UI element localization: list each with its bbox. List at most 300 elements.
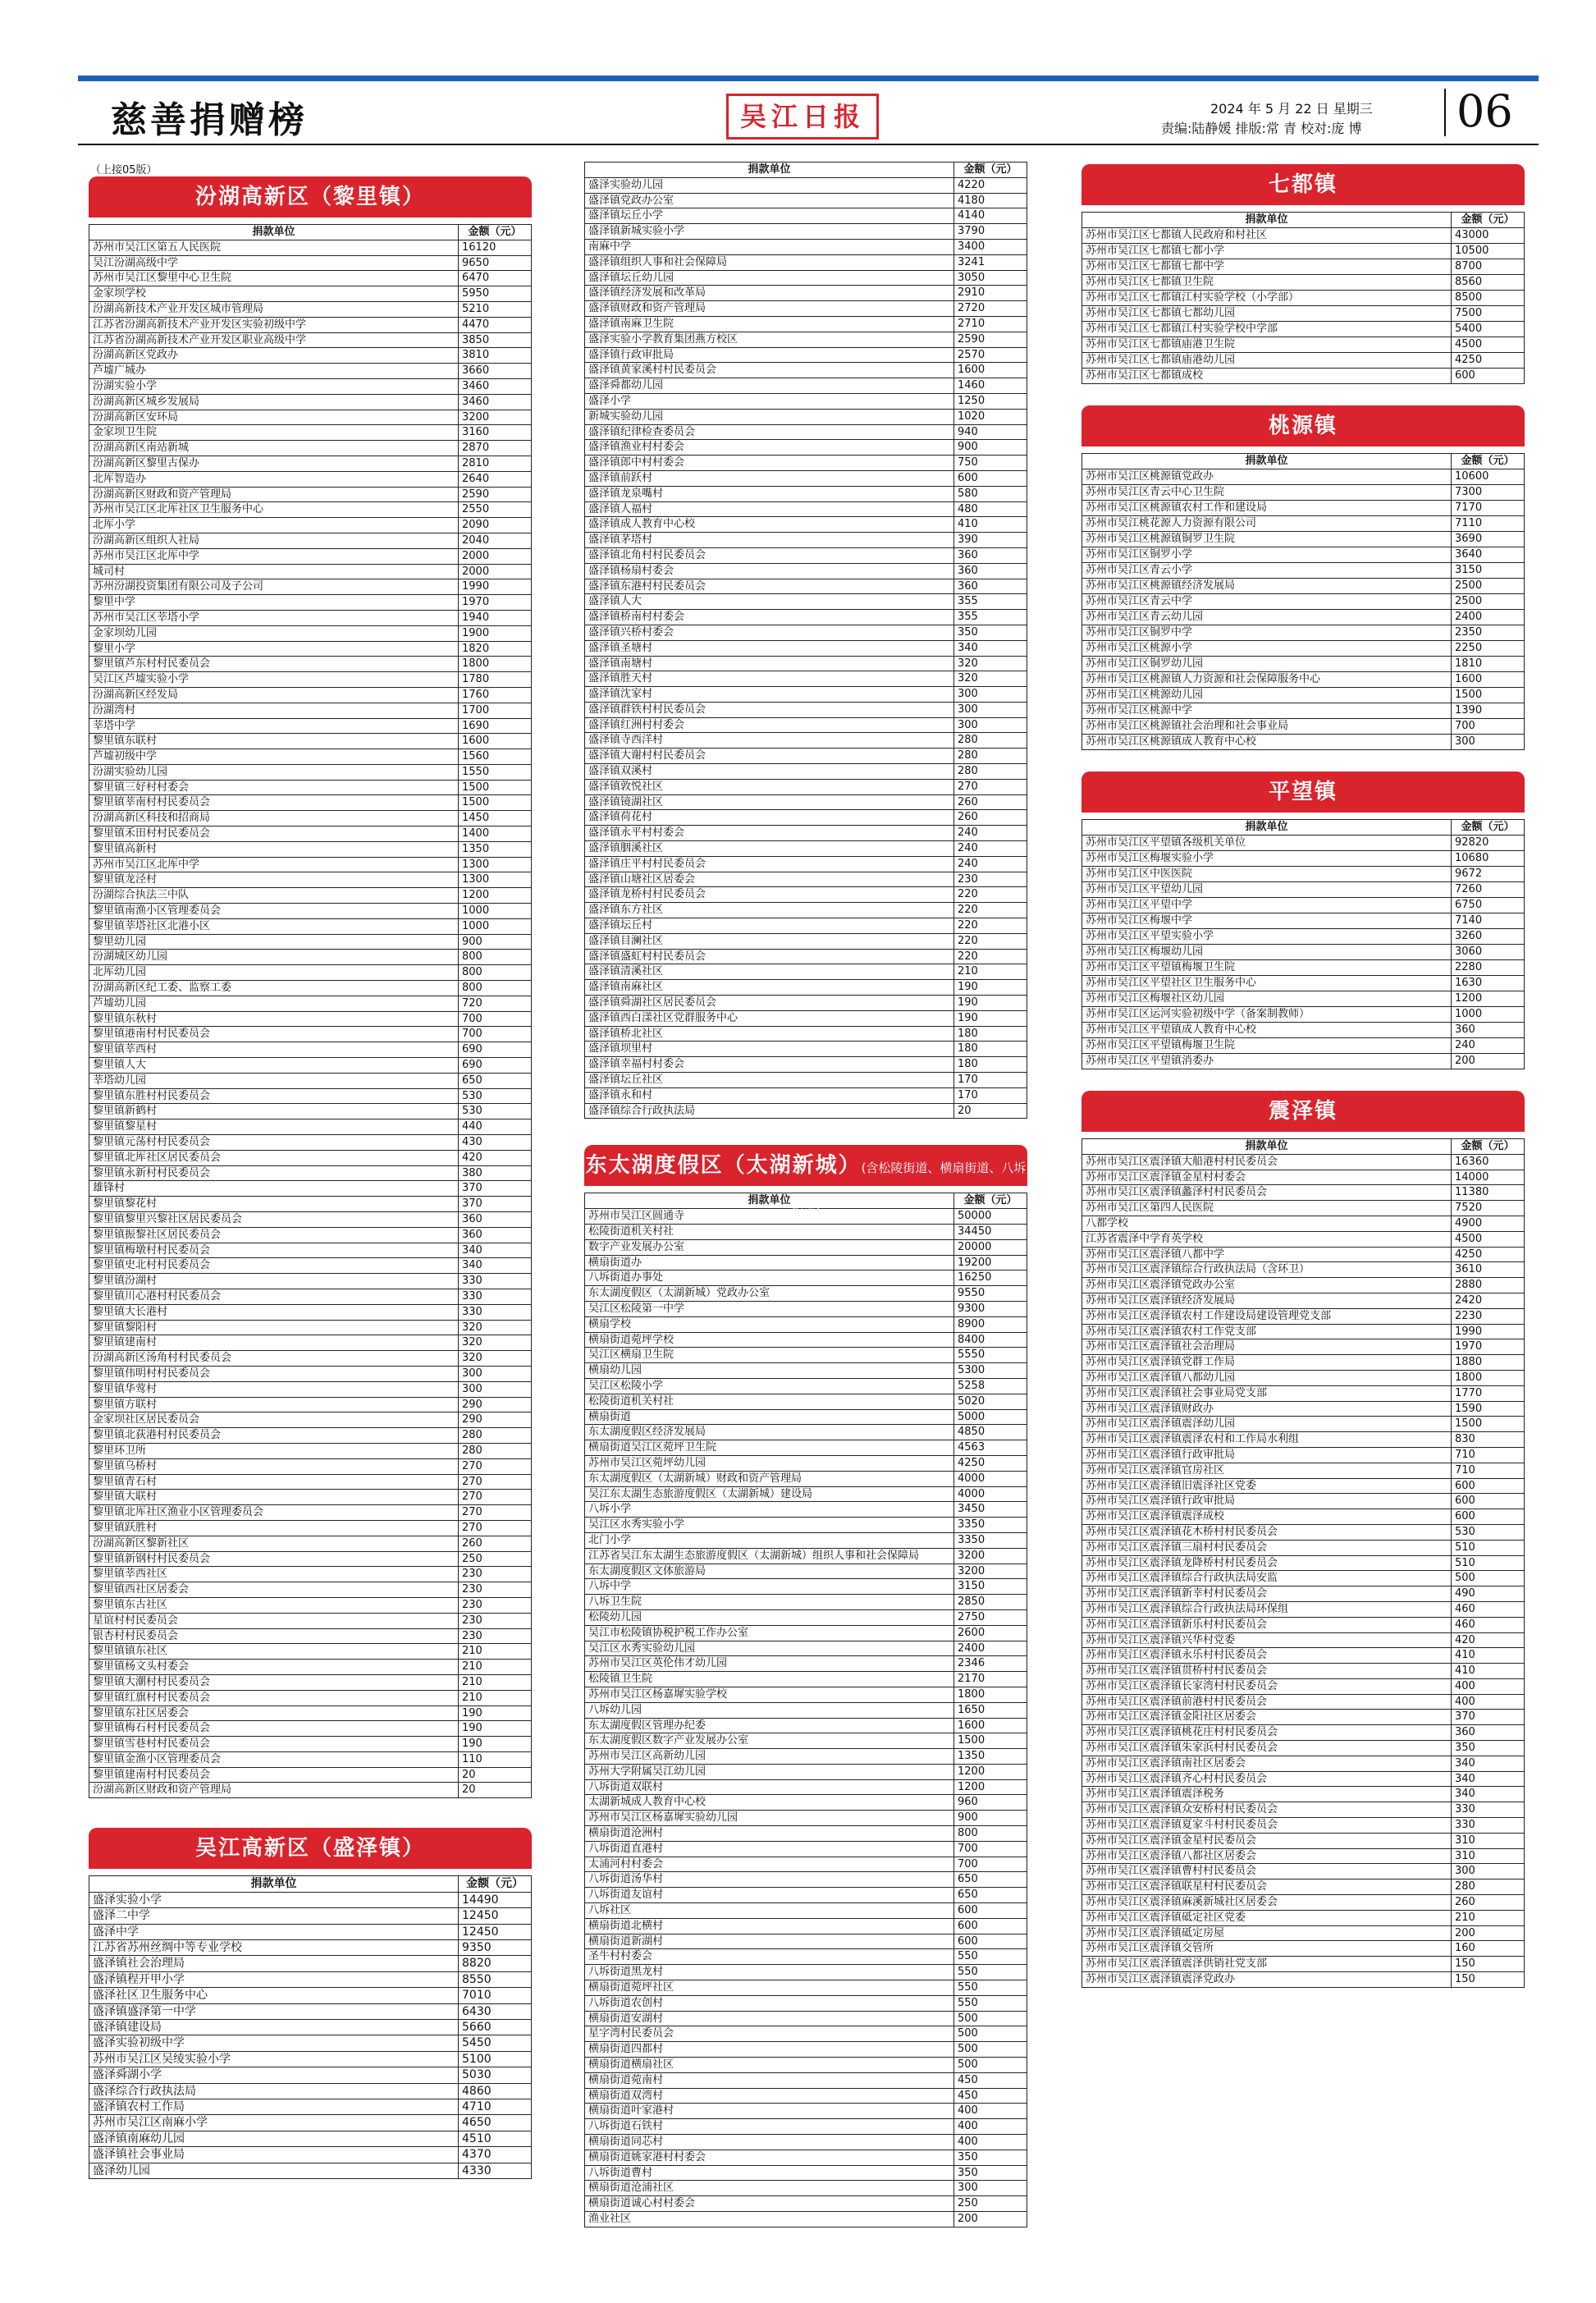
table-row: [1082, 703, 1525, 719]
table-row: [89, 1397, 532, 1412]
donation-amount: 510: [1452, 1555, 1525, 1571]
donor-unit: 苏州市吴江区震泽镇永乐村村民委员会: [1082, 1648, 1452, 1664]
donation-amount: 150: [1452, 1957, 1525, 1972]
table-row: [585, 547, 1027, 563]
table-row: [585, 980, 1027, 996]
table-row: [585, 1718, 1027, 1733]
col-header-unit: 捐款单位: [1082, 454, 1452, 469]
table-row: [585, 1641, 1027, 1656]
donation-amount: 5258: [954, 1378, 1027, 1394]
donor-unit: 东太湖度假区管理办纪委: [585, 1718, 954, 1733]
donation-amount: 240: [954, 826, 1027, 841]
donor-unit: 黎里镇大联村: [89, 1490, 459, 1505]
donor-unit: 苏州市吴江区七都镇七都小学: [1082, 244, 1452, 259]
donor-unit: 苏州市吴江区桃源镇农村工作和建设局: [1082, 501, 1452, 516]
table-row: [1082, 1617, 1525, 1632]
donation-amount: 400: [954, 2104, 1027, 2119]
donor-unit: 苏州市吴江区圆通寺: [585, 1209, 954, 1225]
table-row: [89, 1227, 532, 1243]
donor-unit: 苏州市吴江区震泽镇夏家斗村村民委员会: [1082, 1818, 1452, 1834]
table-row: [585, 1857, 1027, 1872]
donation-amount: 1560: [459, 749, 532, 765]
table-row: [585, 1316, 1027, 1332]
table-row: [89, 2051, 532, 2067]
donor-unit: 渔业社区: [585, 2212, 954, 2227]
donor-unit: 苏州市吴江区震泽镇贯桥村村民委员会: [1082, 1664, 1452, 1679]
donation-amount: 4370: [459, 2147, 532, 2163]
donor-unit: 南麻中学: [585, 239, 954, 254]
donation-amount: 260: [1452, 1895, 1525, 1911]
donation-amount: 190: [459, 1706, 532, 1721]
donor-unit: 黎里镇汾湖村: [89, 1274, 459, 1289]
donation-amount: 230: [954, 872, 1027, 887]
table-row: [585, 470, 1027, 486]
donor-unit: 北厍小学: [89, 518, 459, 533]
donor-unit: 苏州市吴江区第五人民医院: [89, 240, 459, 255]
table-row: [1082, 1278, 1525, 1293]
donation-amount: 490: [1452, 1586, 1525, 1602]
donation-amount: 400: [954, 2135, 1027, 2150]
donation-amount: 360: [954, 579, 1027, 594]
table-row: [585, 1872, 1027, 1888]
donation-table: [1082, 819, 1525, 1069]
donation-amount: 1200: [1452, 991, 1525, 1007]
donation-amount: 280: [954, 764, 1027, 780]
donor-unit: 黎里镇梅墩村村民委员会: [89, 1243, 459, 1258]
donor-unit: 盛泽镇财政和资产管理局: [585, 301, 954, 317]
table-row: [585, 1764, 1027, 1779]
table-row: [89, 2147, 532, 2163]
donation-amount: 1000: [1452, 1007, 1525, 1023]
banner-title: 平望镇: [1268, 780, 1338, 804]
donor-unit: 苏州市吴江区吴绫实验小学: [89, 2051, 459, 2067]
donor-unit: 苏州市吴江区运河实验初级中学（备案制教师）: [1082, 1007, 1452, 1023]
donation-amount: 550: [954, 1949, 1027, 1965]
table-row: [585, 1548, 1027, 1564]
donation-amount: 4180: [954, 193, 1027, 208]
table-row: [89, 641, 532, 657]
donation-amount: 9672: [1452, 867, 1525, 882]
donation-amount: 190: [954, 980, 1027, 996]
table-row: [585, 918, 1027, 934]
donor-unit: 苏州市吴江区梅堰幼儿园: [1082, 945, 1452, 960]
banner-subtitle: (含松陵街道、横扇街道、八坼街道): [791, 1161, 1027, 1220]
donor-unit: 盛泽镇幸福村村委会: [585, 1057, 954, 1073]
donation-amount: 1350: [954, 1749, 1027, 1765]
col-header-amount: 金额（元）: [459, 225, 532, 240]
donation-amount: 2230: [1452, 1308, 1525, 1324]
donor-unit: 苏州市吴江区七都镇江村实验学校（小学部）: [1082, 291, 1452, 306]
donor-unit: 八坼卫生院: [585, 1595, 954, 1610]
table-row: [89, 1908, 532, 1924]
donation-amount: 1600: [1452, 672, 1525, 688]
donor-unit: 东太湖度假区文体旅游局: [585, 1564, 954, 1579]
donation-amount: 320: [954, 656, 1027, 671]
table-row: [1082, 913, 1525, 929]
table-row: [585, 1486, 1027, 1502]
donation-amount: 340: [459, 1243, 532, 1258]
donor-unit: 苏州市吴江区桃源镇成人教育中心校: [1082, 735, 1452, 750]
donation-amount: 300: [459, 1381, 532, 1397]
donation-amount: 2590: [459, 487, 532, 502]
donation-table: [89, 224, 532, 1798]
donation-table: [89, 1875, 532, 2179]
table-row: [585, 872, 1027, 887]
table-row: [89, 564, 532, 579]
table-row: [585, 1687, 1027, 1702]
table-row: [585, 702, 1027, 717]
col-header-unit: 捐款单位: [585, 1193, 954, 1209]
donor-unit: 苏州市吴江区震泽镇金星村村委会: [1082, 1170, 1452, 1185]
donation-amount: 4900: [1452, 1216, 1525, 1231]
table-row: [585, 1779, 1027, 1795]
table-row: [1082, 1509, 1525, 1525]
donor-unit: 苏州市吴江区震泽镇兴华村党委: [1082, 1632, 1452, 1648]
donor-unit: 汾湖综合执法三中队: [89, 888, 459, 904]
table-row: [89, 1289, 532, 1304]
donor-unit: 盛泽舜湖小学: [89, 2067, 459, 2083]
donor-unit: 汾湖高新技术产业开发区城市管理局: [89, 301, 459, 317]
table-row: [1082, 1231, 1525, 1247]
donor-unit: 汾湖高新区财政和资产管理局: [89, 487, 459, 502]
table-row: [1082, 306, 1525, 322]
donor-unit: 芦墟幼儿园: [89, 996, 459, 1011]
donor-unit: 苏州市吴江区震泽镇党政办公室: [1082, 1278, 1452, 1293]
donor-unit: 苏州市吴江区杨嘉墀实验幼儿园: [585, 1811, 954, 1826]
donation-amount: 210: [459, 1674, 532, 1690]
donor-unit: 苏州市吴江区中医医院: [1082, 867, 1452, 882]
donation-amount: 4140: [954, 208, 1027, 224]
donation-amount: 900: [954, 1811, 1027, 1826]
table-row: [1082, 501, 1525, 516]
donation-amount: 250: [459, 1551, 532, 1567]
table-row: [585, 933, 1027, 949]
donation-amount: 500: [954, 2042, 1027, 2058]
table-row: [585, 2150, 1027, 2165]
donation-amount: 5030: [459, 2067, 532, 2083]
donation-amount: 355: [954, 594, 1027, 610]
table-row: [585, 440, 1027, 456]
table-row: [585, 1301, 1027, 1316]
donation-amount: 2810: [459, 456, 532, 471]
table-row: [585, 2212, 1027, 2227]
donor-unit: 苏州市吴江区莘塔小学: [89, 610, 459, 625]
table-row: [585, 1532, 1027, 1548]
donation-amount: 600: [954, 1934, 1027, 1949]
donor-unit: 黎里镇港南村村民委员会: [89, 1027, 459, 1042]
donor-unit: 城司村: [89, 564, 459, 579]
donor-unit: 盛泽镇胭溪社区: [585, 841, 954, 857]
donor-unit: 盛泽镇渔业村村委会: [585, 440, 954, 456]
donor-unit: 盛泽镇永平村村委会: [585, 826, 954, 841]
table-row: [585, 424, 1027, 440]
donor-unit: 苏州市吴江区七都镇七都幼儿园: [1082, 306, 1452, 322]
donor-unit: 盛泽二中学: [89, 1908, 459, 1924]
donation-amount: 3200: [954, 1564, 1027, 1579]
table-row: [1082, 547, 1525, 563]
donation-amount: 300: [1452, 735, 1525, 750]
donor-unit: 盛泽镇北角村村民委员会: [585, 547, 954, 563]
donation-amount: 530: [459, 1104, 532, 1119]
donation-amount: 600: [954, 1903, 1027, 1919]
table-row: [1082, 1879, 1525, 1895]
table-row: [1082, 1247, 1525, 1262]
donation-amount: 330: [459, 1274, 532, 1289]
donor-unit: 横扇街道横扇社区: [585, 2058, 954, 2073]
donor-unit: 苏州市吴江区震泽镇综合行政执法局（含环卫）: [1082, 1262, 1452, 1278]
donation-amount: 940: [954, 424, 1027, 440]
donation-amount: 10680: [1452, 851, 1525, 867]
donation-amount: 750: [954, 456, 1027, 471]
donation-amount: 4000: [954, 1471, 1027, 1486]
donor-unit: 横扇街道姚家港村村委会: [585, 2150, 954, 2165]
donation-amount: 3050: [954, 270, 1027, 286]
donation-amount: 550: [954, 1980, 1027, 1996]
donor-unit: 黎里镇大长港村: [89, 1304, 459, 1320]
donor-unit: 莘塔中学: [89, 718, 459, 734]
donation-amount: 700: [1452, 719, 1525, 735]
table-row: [89, 1892, 532, 1907]
table-row: [585, 1409, 1027, 1425]
donation-amount: 92820: [1452, 836, 1525, 851]
donor-unit: 苏州市吴江区震泽镇行政审批局: [1082, 1447, 1452, 1463]
table-row: [585, 224, 1027, 240]
donation-amount: 1500: [459, 795, 532, 811]
donation-amount: 200: [954, 2212, 1027, 2227]
table-row: [89, 872, 532, 888]
table-row: [585, 2104, 1027, 2119]
table-row: [89, 904, 532, 919]
table-row: [89, 857, 532, 872]
donor-unit: 横扇街道双湾村: [585, 2088, 954, 2104]
donor-unit: 八坼小学: [585, 1502, 954, 1518]
table-row: [89, 2019, 532, 2035]
donor-unit: 盛泽镇坛丘幼儿园: [585, 270, 954, 286]
donor-unit: 汾湖高新区经发局: [89, 687, 459, 703]
table-row: [89, 425, 532, 441]
donation-amount: 430: [459, 1135, 532, 1151]
table-row: [585, 1042, 1027, 1057]
donor-unit: 汾湖高新区党政办: [89, 348, 459, 364]
column-1: [89, 176, 532, 2179]
table-row: [585, 1579, 1027, 1595]
table-row: [585, 1903, 1027, 1919]
donation-amount: 1590: [1452, 1401, 1525, 1417]
donation-amount: 4510: [459, 2131, 532, 2146]
donation-amount: 260: [459, 1536, 532, 1551]
table-row: [89, 548, 532, 564]
table-row: [585, 610, 1027, 625]
donor-unit: 苏州市吴江区震泽镇官房社区: [1082, 1463, 1452, 1478]
donation-amount: 800: [459, 981, 532, 996]
donor-unit: 江苏省苏州丝绸中等专业学校: [89, 1939, 459, 1955]
table-row: [1082, 1417, 1525, 1432]
table-row: [585, 301, 1027, 317]
donor-unit: 黎里小学: [89, 641, 459, 657]
table-row: [89, 456, 532, 471]
donor-unit: 盛泽综合行政执法局: [89, 2083, 459, 2099]
donor-unit: 太浦河村村委会: [585, 1857, 954, 1872]
donation-amount: 600: [1452, 1478, 1525, 1494]
table-row: [585, 1980, 1027, 1996]
donor-unit: 东太湖度假区经济发展局: [585, 1425, 954, 1440]
donation-amount: 530: [1452, 1524, 1525, 1540]
donor-unit: 苏州市吴江区平望镇各级机关单位: [1082, 836, 1452, 851]
donation-amount: 900: [459, 934, 532, 950]
donor-unit: 苏州市吴江区南麻小学: [89, 2115, 459, 2131]
donation-amount: 1900: [459, 625, 532, 641]
donation-amount: 340: [954, 640, 1027, 656]
donor-unit: 东太湖度假区数字产业发展办公室: [585, 1733, 954, 1749]
donor-unit: 黎里镇北荻港村村民委员会: [89, 1428, 459, 1444]
donation-amount: 1000: [459, 904, 532, 919]
table-row: [1082, 1355, 1525, 1371]
table-row: [1082, 1864, 1525, 1879]
donor-unit: 黎里镇杨文头村委会: [89, 1660, 459, 1675]
donation-amount: 3460: [459, 394, 532, 410]
donation-amount: 400: [954, 2119, 1027, 2135]
donor-unit: 吴江东太湖生态旅游度假区（太湖新城）建设局: [585, 1486, 954, 1502]
table-row: [89, 981, 532, 996]
donor-unit: 盛泽镇庄平村村民委员会: [585, 856, 954, 872]
table-row: [89, 240, 532, 255]
donor-unit: 盛泽镇寺西洋村: [585, 733, 954, 749]
donation-amount: 150: [1452, 1972, 1525, 1988]
table-row: [1082, 322, 1525, 337]
donation-amount: 1500: [954, 1733, 1027, 1749]
donation-amount: 3850: [459, 332, 532, 348]
donor-unit: 苏州市吴江区平望中学: [1082, 898, 1452, 913]
table-row: [585, 640, 1027, 656]
donor-unit: 苏州市吴江区震泽镇桃花庄村村民委员会: [1082, 1725, 1452, 1741]
table-row: [585, 2042, 1027, 2058]
donation-amount: 1970: [459, 595, 532, 611]
donation-amount: 160: [1452, 1941, 1525, 1957]
table-row: [1082, 1694, 1525, 1710]
donor-unit: 八坼街道曹村: [585, 2165, 954, 2181]
donation-amount: 8400: [954, 1332, 1027, 1348]
banner-title: 吴江高新区（盛泽镇）: [194, 1836, 425, 1861]
donor-unit: 汾湖高新区财政和资产管理局: [89, 1783, 459, 1798]
donor-unit: 盛泽镇盛泽第一中学: [89, 2003, 459, 2019]
donation-amount: 1700: [459, 703, 532, 718]
table-row: [585, 1378, 1027, 1394]
donation-amount: 390: [954, 533, 1027, 548]
donor-unit: 汾湖高新区南站新城: [89, 441, 459, 456]
donation-table: [1082, 1138, 1525, 1988]
donor-unit: 盛泽镇程开甲小学: [89, 1971, 459, 1987]
table-row: [585, 826, 1027, 841]
donation-amount: 1990: [1452, 1324, 1525, 1339]
donor-unit: 苏州市吴江区震泽镇联星村村民委员会: [1082, 1879, 1452, 1895]
donor-unit: 盛泽镇社会治理局: [89, 1956, 459, 1971]
donation-amount: 4250: [954, 1455, 1027, 1471]
donor-unit: 苏州市吴江区震泽镇麻溪新城社区居委会: [1082, 1895, 1452, 1911]
donor-unit: 盛泽镇郎中村村委会: [585, 456, 954, 471]
table-row: [1082, 657, 1525, 672]
donor-unit: 盛泽镇红洲村村委会: [585, 717, 954, 733]
donor-unit: 苏州市吴江区桃源镇党政办: [1082, 469, 1452, 485]
donor-unit: 盛泽镇南麻社区: [585, 980, 954, 996]
donation-amount: 1880: [1452, 1355, 1525, 1371]
donation-amount: 5450: [459, 2035, 532, 2051]
donation-amount: 340: [459, 1258, 532, 1274]
donor-unit: 盛泽镇坝里村: [585, 1042, 954, 1057]
donor-unit: 苏州市吴江区震泽镇大船港村村民委员会: [1082, 1154, 1452, 1170]
table-row: [1082, 1571, 1525, 1586]
donor-unit: 黎里镇华莺村: [89, 1381, 459, 1397]
table-row: [1082, 836, 1525, 851]
table-row: [1082, 625, 1525, 641]
donation-amount: 3200: [459, 410, 532, 425]
donation-amount: 1350: [459, 841, 532, 857]
donation-amount: 43000: [1452, 228, 1525, 244]
donation-amount: 530: [459, 1088, 532, 1104]
table-row: [585, 456, 1027, 471]
table-row: [89, 271, 532, 286]
donation-amount: 480: [954, 501, 1027, 517]
table-row: [585, 1918, 1027, 1934]
donor-unit: 八坼街道汤华村: [585, 1872, 954, 1888]
donor-unit: 苏州市吴江区震泽镇众安桥村村民委员会: [1082, 1802, 1452, 1818]
table-row: [89, 1011, 532, 1027]
donation-amount: 10600: [1452, 469, 1525, 485]
table-row: [89, 950, 532, 965]
donor-unit: 江苏省震泽中学育英学校: [1082, 1231, 1452, 1247]
donor-unit: 新城实验幼儿园: [585, 409, 954, 424]
donation-table: [1082, 212, 1525, 384]
donation-amount: 580: [954, 486, 1027, 501]
donation-amount: 240: [1452, 1038, 1525, 1054]
donor-unit: 横扇街道北横村: [585, 1918, 954, 1934]
table-row: [1082, 1494, 1525, 1509]
section-banner: [1082, 1091, 1525, 1132]
donor-unit: 吴江区松陵第一中学: [585, 1301, 954, 1316]
donor-unit: 苏州大学附属吴江幼儿园: [585, 1764, 954, 1779]
donor-unit: 苏州市吴江区青云中心卫生院: [1082, 485, 1452, 501]
table-row: [89, 317, 532, 332]
table-row: [585, 1888, 1027, 1903]
donor-unit: 黎里镇三好村村委会: [89, 780, 459, 795]
donation-amount: 1780: [459, 672, 532, 688]
donation-amount: 4220: [954, 177, 1027, 193]
donor-unit: 苏州市吴江区北厍社区卫生服务中心: [89, 502, 459, 518]
donor-unit: 苏州市吴江区桃源镇人力资源和社会保障服务中心: [1082, 672, 1452, 688]
donation-amount: 380: [459, 1165, 532, 1181]
donation-amount: 220: [954, 903, 1027, 918]
table-row: [89, 2099, 532, 2114]
column-3: [1082, 164, 1525, 1988]
table-row: [1082, 1432, 1525, 1448]
table-row: [585, 2135, 1027, 2150]
col-header-unit: 捐款单位: [1082, 1139, 1452, 1155]
donor-unit: 八坼街道直港村: [585, 1841, 954, 1857]
table-row: [89, 1660, 532, 1675]
table-row: [89, 718, 532, 734]
donor-unit: 苏州市吴江区七都镇成校: [1082, 369, 1452, 384]
table-row: [89, 1274, 532, 1289]
table-row: [1082, 594, 1525, 610]
table-row: [89, 2115, 532, 2131]
table-row: [89, 934, 532, 950]
table-row: [89, 687, 532, 703]
table-row: [1082, 1038, 1525, 1054]
donation-amount: 1630: [1452, 976, 1525, 991]
donor-unit: 芦墟初级中学: [89, 749, 459, 765]
table-row: [1082, 672, 1525, 688]
donation-amount: 650: [954, 1872, 1027, 1888]
table-row: [585, 1471, 1027, 1486]
